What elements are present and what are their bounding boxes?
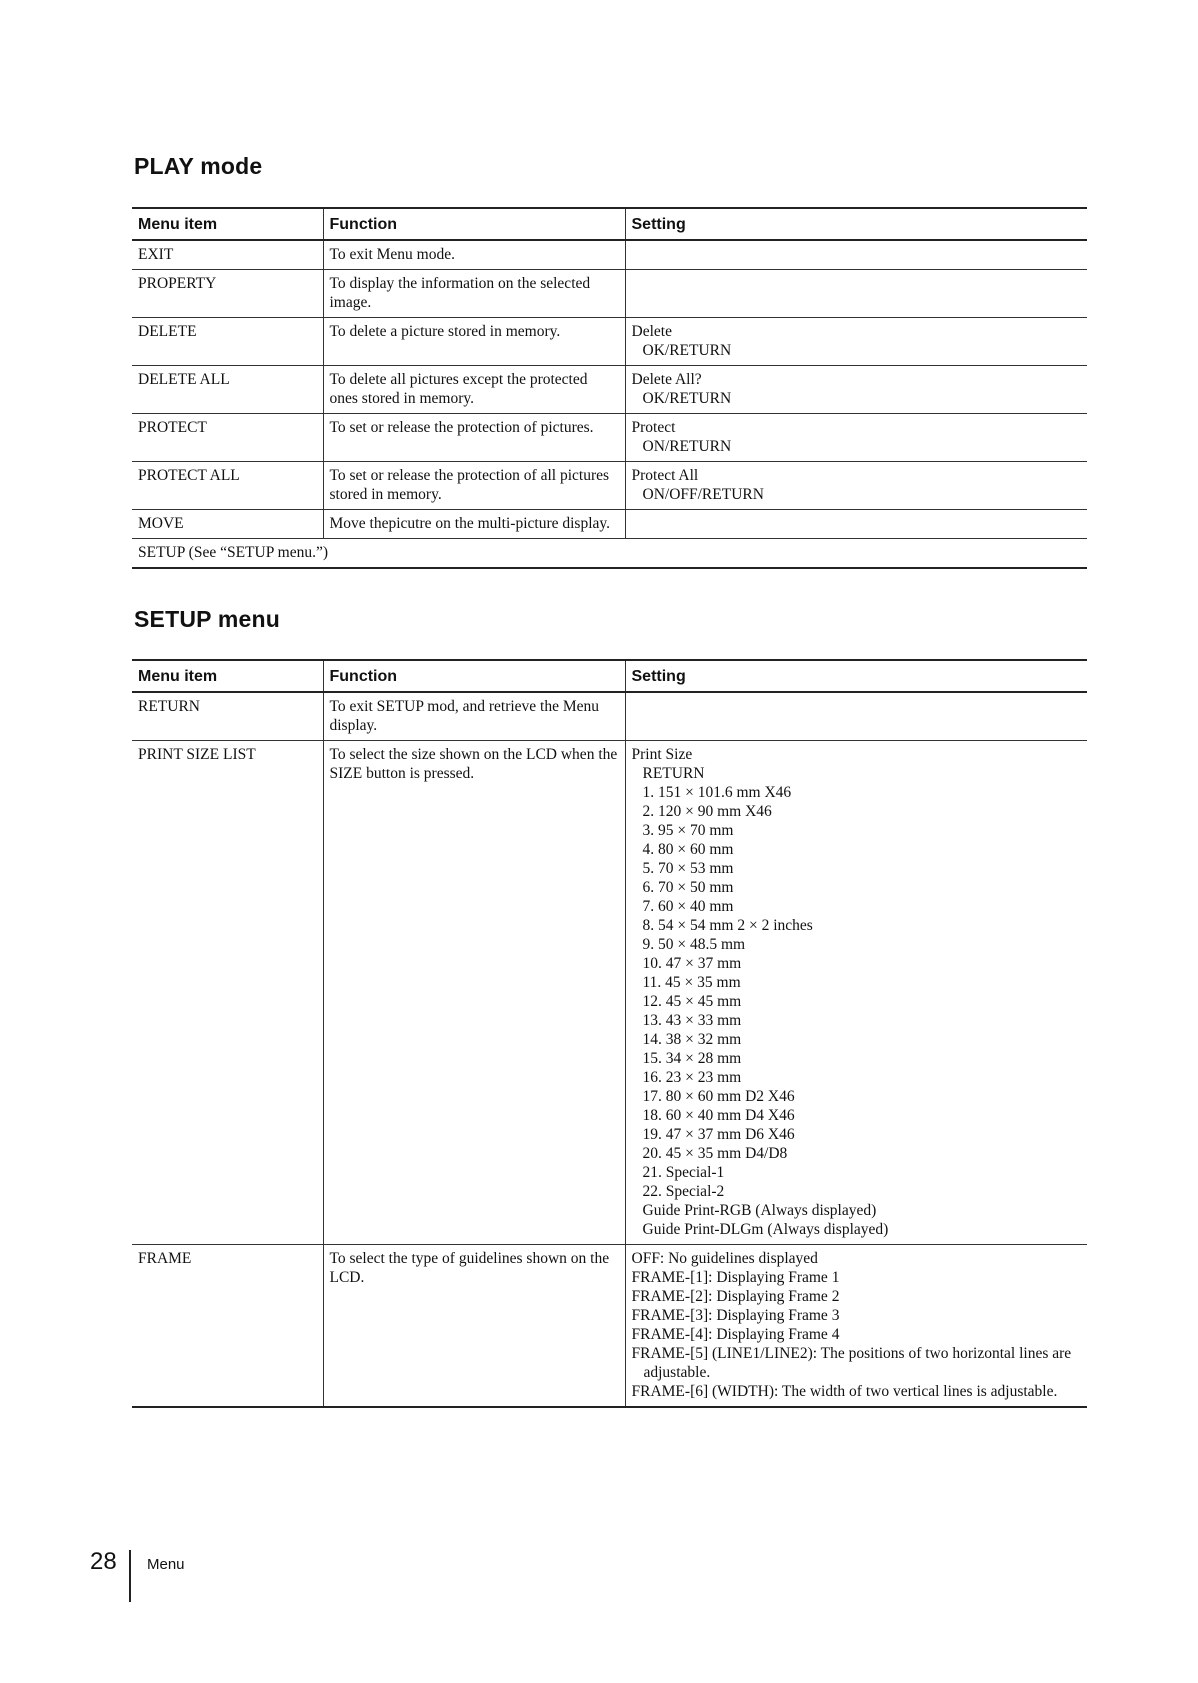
menu-item: MOVE [132,510,323,539]
setting-cell [625,462,1087,510]
table-row [132,741,1087,1245]
print-size-option: 18. 60 × 40 mm D4 X46 [642,1107,795,1124]
table-row [132,366,1087,414]
menu-item: FRAME [132,1245,323,1408]
print-size-option: 22. Special-2 [642,1183,725,1200]
frame-option: FRAME-[1]: Displaying Frame 1 [631,1269,840,1286]
setup-menu-table [132,659,1087,1408]
menu-item: PROTECT ALL [132,462,323,510]
print-size-option: Guide Print-RGB (Always displayed) [642,1202,877,1219]
function-text: To select the type of guidelines shown on the LCD. [323,1245,625,1408]
function-text: To set or release the protection of all pictures stored in memory. [323,462,625,510]
menu-item: PROTECT [132,414,323,462]
menu-item: EXIT [132,240,323,270]
frame-option: FRAME-[3]: Displaying Frame 3 [631,1307,840,1324]
print-size-option: 12. 45 × 45 mm [642,993,742,1010]
table-header-row [132,660,1087,692]
print-size-option: 17. 80 × 60 mm D2 X46 [642,1088,795,1105]
print-size-option: 3. 95 × 70 mm [642,822,734,839]
page-number: 28 [90,1548,117,1575]
setup-reference: SETUP (See “SETUP menu.”) [132,539,1087,569]
setting-cell [625,270,1087,318]
footer-divider [129,1550,131,1602]
setting-label: Protect All [631,467,699,484]
header-function: Function [323,208,625,240]
function-text: To display the information on the selected image. [323,270,625,318]
frame-option: FRAME-[6] (WIDTH): The width of two vertical lines is adjustable. [631,1383,1058,1400]
print-size-option: 7. 60 × 40 mm [642,898,734,915]
setting-cell [625,692,1087,741]
header-menu-item: Menu item [132,208,323,240]
setting-cell [625,240,1087,270]
frame-option: FRAME-[5] (LINE1/LINE2): The positions of two horizontal lines are adjustable. [631,1345,1072,1381]
setting-label: Delete [631,323,672,340]
menu-item: PRINT SIZE LIST [132,741,323,1245]
table-row [132,270,1087,318]
print-size-option: RETURN [642,765,705,782]
setting-value: ON/RETURN [642,438,732,455]
print-size-option: 15. 34 × 28 mm [642,1050,742,1067]
print-size-option: Guide Print-DLGm (Always displayed) [642,1221,889,1238]
print-size-option: 14. 38 × 32 mm [642,1031,742,1048]
print-size-option: 19. 47 × 37 mm D6 X46 [642,1126,795,1143]
setting-value: OK/RETURN [642,342,732,359]
table-row [132,692,1087,741]
header-menu-item: Menu item [132,660,323,692]
setting-cell [625,1245,1087,1408]
table-row [132,1245,1087,1408]
menu-item: PROPERTY [132,270,323,318]
function-text: Move thepicutre on the multi-picture display. [323,510,625,539]
print-size-option: 10. 47 × 37 mm [642,955,742,972]
header-setting: Setting [625,208,1087,240]
menu-item: DELETE ALL [132,366,323,414]
table-row [132,414,1087,462]
setup-menu-title: SETUP menu [134,606,280,632]
setting-label: Delete All? [631,371,702,388]
setting-label: Protect [631,419,676,436]
function-text: To delete a picture stored in memory. [323,318,625,366]
setting-cell [625,366,1087,414]
function-text: To set or release the protection of pictures. [323,414,625,462]
print-size-option: 21. Special-1 [642,1164,725,1181]
function-text: To exit Menu mode. [323,240,625,270]
print-size-option: 13. 43 × 33 mm [642,1012,742,1029]
setting-value: OK/RETURN [642,390,732,407]
setting-cell [625,414,1087,462]
setting-cell [625,318,1087,366]
function-text: To select the size shown on the LCD when the SIZE button is pressed. [323,741,625,1245]
table-row [132,510,1087,539]
footer-section-label: Menu [147,1556,185,1573]
frame-option: OFF: No guidelines displayed [631,1250,818,1267]
table-row [132,318,1087,366]
function-text: To exit SETUP mod, and retrieve the Menu display. [323,692,625,741]
frame-option: FRAME-[4]: Displaying Frame 4 [631,1326,840,1343]
menu-item: DELETE [132,318,323,366]
setting-label: Print Size [631,746,693,763]
print-size-option: 5. 70 × 53 mm [642,860,734,877]
play-mode-title: PLAY mode [134,153,263,179]
print-size-option: 11. 45 × 35 mm [642,974,741,991]
print-size-option: 6. 70 × 50 mm [642,879,734,896]
table-header-row [132,208,1087,240]
print-size-option: 4. 80 × 60 mm [642,841,734,858]
table-row [132,462,1087,510]
header-setting: Setting [625,660,1087,692]
function-text: To delete all pictures except the protected ones stored in memory. [323,366,625,414]
setting-value: ON/OFF/RETURN [642,486,764,503]
frame-option: FRAME-[2]: Displaying Frame 2 [631,1288,840,1305]
print-size-option: 16. 23 × 23 mm [642,1069,742,1086]
print-size-option: 20. 45 × 35 mm D4/D8 [642,1145,788,1162]
setting-cell [625,741,1087,1245]
table-row [132,539,1087,569]
header-function: Function [323,660,625,692]
table-row [132,240,1087,270]
print-size-option: 9. 50 × 48.5 mm [642,936,746,953]
print-size-option: 1. 151 × 101.6 mm X46 [642,784,792,801]
print-size-option: 8. 54 × 54 mm 2 × 2 inches [642,917,813,934]
setting-cell [625,510,1087,539]
menu-item: RETURN [132,692,323,741]
print-size-option: 2. 120 × 90 mm X46 [642,803,772,820]
play-mode-table [132,207,1087,569]
